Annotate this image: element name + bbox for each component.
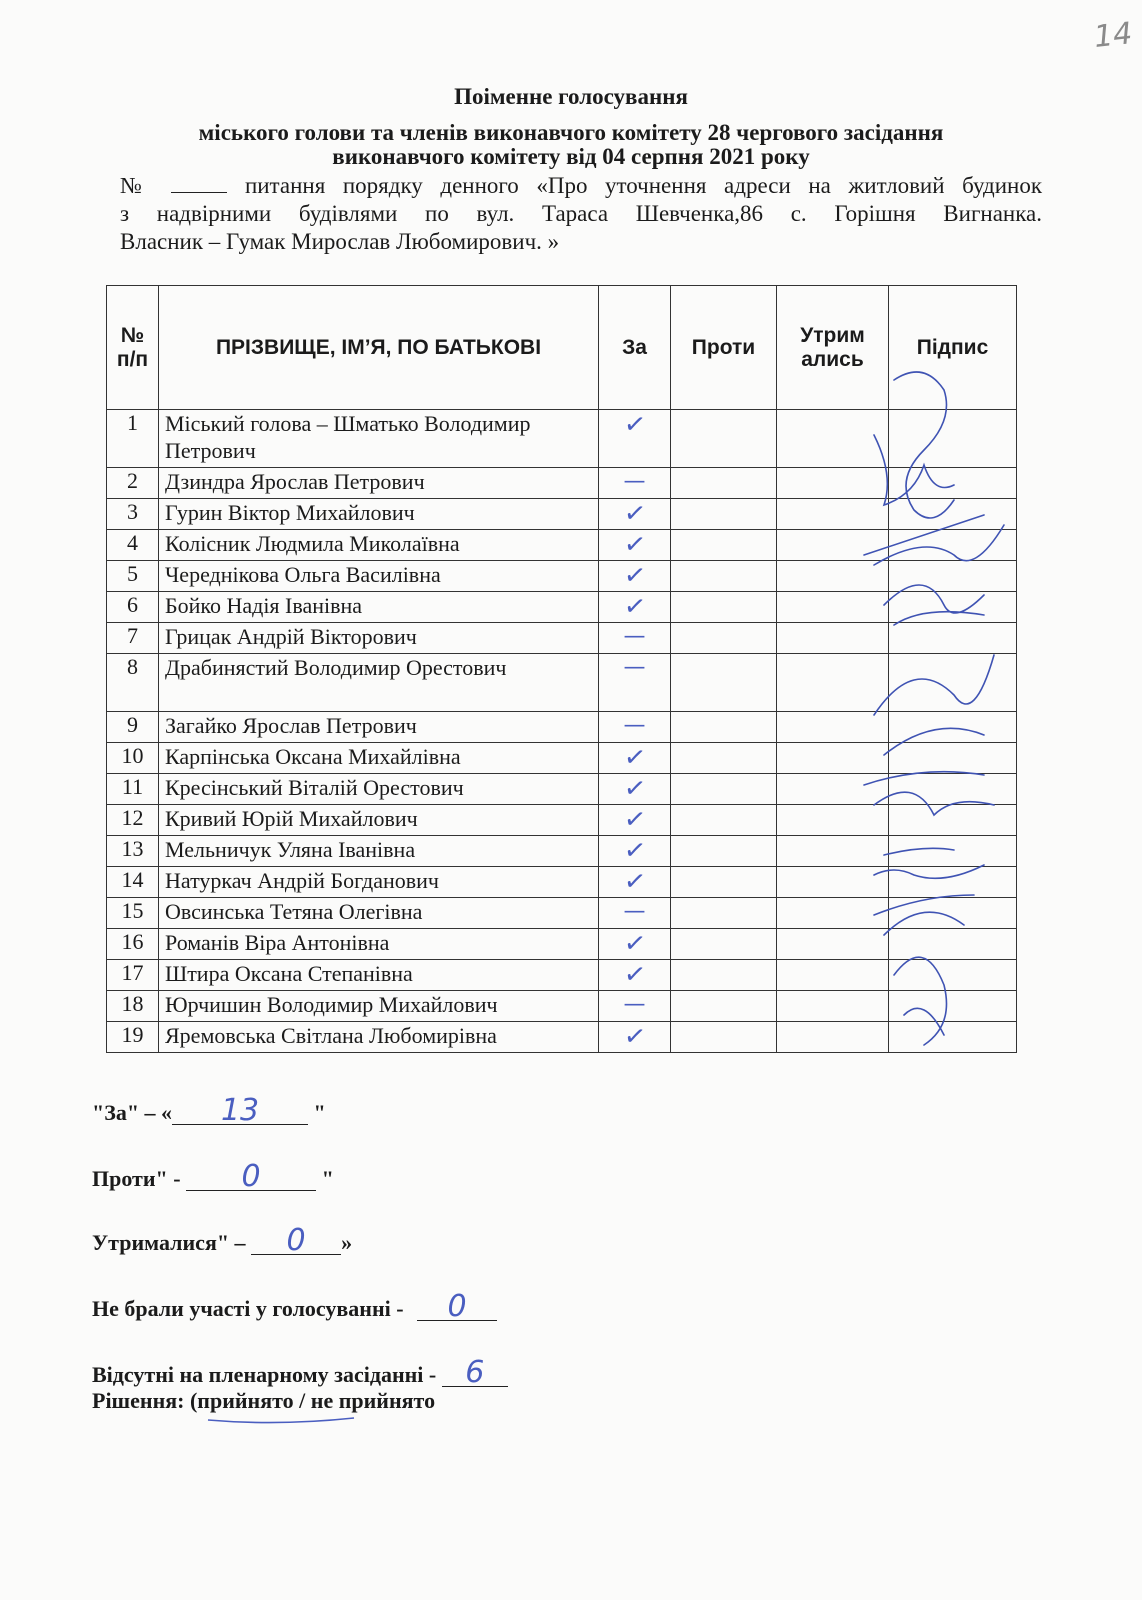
row-signature	[889, 774, 1017, 805]
row-vote-abstained	[777, 774, 889, 805]
row-vote-abstained	[777, 867, 889, 898]
row-vote-against	[671, 960, 777, 991]
row-member-name: Яремовська Світлана Любомирівна	[159, 1022, 599, 1053]
row-number: 13	[107, 836, 159, 867]
summary-against-label: Проти" -	[92, 1166, 187, 1191]
table-row	[107, 805, 1017, 836]
table-row	[107, 774, 1017, 805]
row-vote-against	[671, 774, 777, 805]
summary-for-label: "За" – «	[92, 1100, 173, 1125]
check-mark-icon: ✓	[621, 1020, 648, 1054]
header-signature: Підпис	[889, 286, 1017, 410]
row-vote-abstained	[777, 530, 889, 561]
agenda-line-3: Власник – Гумак Мирослав Любомирович. »	[120, 229, 560, 254]
row-vote-for	[599, 960, 671, 991]
row-vote-abstained	[777, 712, 889, 743]
row-number: 9	[107, 712, 159, 743]
row-signature	[889, 530, 1017, 561]
decision-hand-underline	[206, 1412, 356, 1426]
row-member-name: Мельничук Уляна Іванівна	[159, 836, 599, 867]
row-vote-against	[671, 867, 777, 898]
summary-for	[92, 1093, 326, 1128]
summary-abstained-label: Утрималися" –	[92, 1230, 252, 1255]
row-vote-against	[671, 623, 777, 654]
row-vote-abstained	[777, 929, 889, 960]
row-member-name: Романів Віра Антонівна	[159, 929, 599, 960]
table-row	[107, 991, 1017, 1022]
agenda-number-sign: №	[120, 173, 154, 198]
row-vote-against	[671, 530, 777, 561]
row-signature	[889, 929, 1017, 960]
row-signature	[889, 561, 1017, 592]
summary-for-close: "	[308, 1100, 326, 1125]
row-number: 11	[107, 774, 159, 805]
row-number: 18	[107, 991, 159, 1022]
row-member-name: Міський голова – Шматько Володимир Петрович	[159, 410, 599, 468]
table-row	[107, 836, 1017, 867]
check-mark-icon: ✓	[621, 559, 648, 593]
row-signature	[889, 712, 1017, 743]
row-vote-for	[599, 623, 671, 654]
row-member-name: Юрчишин Володимир Михайлович	[159, 991, 599, 1022]
row-vote-abstained	[777, 991, 889, 1022]
document-subtitle-line2: виконавчого комітету від 04 серпня 2021 року	[332, 144, 810, 169]
row-vote-abstained	[777, 836, 889, 867]
row-member-name: Штира Оксана Степанівна	[159, 960, 599, 991]
check-mark-icon: ✓	[621, 772, 648, 806]
check-mark-icon: ✓	[621, 528, 648, 562]
header-against: Проти	[671, 286, 777, 410]
dash-mark-icon: —	[623, 899, 646, 924]
row-vote-abstained	[777, 805, 889, 836]
row-vote-for	[599, 410, 671, 468]
table-row	[107, 561, 1017, 592]
row-vote-abstained	[777, 623, 889, 654]
row-vote-against	[671, 561, 777, 592]
row-number: 16	[107, 929, 159, 960]
row-vote-abstained	[777, 410, 889, 468]
row-signature	[889, 654, 1017, 712]
table-row	[107, 468, 1017, 499]
table-row	[107, 530, 1017, 561]
dash-mark-icon: —	[623, 655, 646, 680]
summary-abstained	[92, 1223, 353, 1258]
table-row	[107, 1022, 1017, 1053]
row-vote-for	[599, 1022, 671, 1053]
table-row	[107, 898, 1017, 929]
row-number: 1	[107, 410, 159, 468]
row-vote-against	[671, 898, 777, 929]
row-vote-for	[599, 991, 671, 1022]
row-signature	[889, 991, 1017, 1022]
row-signature	[889, 898, 1017, 929]
row-vote-for	[599, 774, 671, 805]
row-vote-for	[599, 499, 671, 530]
row-vote-for	[599, 561, 671, 592]
row-vote-for	[599, 592, 671, 623]
agenda-line-1	[120, 172, 1042, 200]
roll-call-table	[106, 285, 1017, 1053]
row-signature	[889, 1022, 1017, 1053]
row-member-name: Натуркач Андрій Богданович	[159, 867, 599, 898]
document-title: Поіменне голосування	[454, 84, 688, 109]
row-member-name: Драбинястий Володимир Орестович	[159, 654, 599, 712]
row-signature	[889, 867, 1017, 898]
row-vote-against	[671, 712, 777, 743]
row-number: 10	[107, 743, 159, 774]
agenda-item-text	[120, 172, 1042, 256]
table-row	[107, 743, 1017, 774]
row-vote-for	[599, 836, 671, 867]
check-mark-icon: ✓	[621, 865, 648, 899]
header-for: За	[599, 286, 671, 410]
row-vote-against	[671, 654, 777, 712]
check-mark-icon: ✓	[621, 590, 648, 624]
check-mark-icon: ✓	[621, 408, 648, 442]
row-vote-against	[671, 929, 777, 960]
summary-against-close: "	[316, 1166, 334, 1191]
row-member-name: Кривий Юрій Михайлович	[159, 805, 599, 836]
row-number: 7	[107, 623, 159, 654]
summary-not-voted-value: 0	[417, 1294, 497, 1321]
summary-for-value: 13	[172, 1098, 308, 1125]
row-signature	[889, 410, 1017, 468]
row-signature	[889, 805, 1017, 836]
dash-mark-icon: —	[623, 469, 646, 494]
check-mark-icon: ✓	[621, 958, 648, 992]
row-vote-abstained	[777, 960, 889, 991]
table-row	[107, 592, 1017, 623]
document-subtitle-line1: міського голови та членів виконавчого комітету 28 чергового засідання	[198, 120, 944, 145]
check-mark-icon: ✓	[621, 741, 648, 775]
row-vote-abstained	[777, 743, 889, 774]
row-vote-for	[599, 743, 671, 774]
row-number: 2	[107, 468, 159, 499]
row-member-name: Грицак Андрій Вікторович	[159, 623, 599, 654]
summary-abstained-close: »	[341, 1230, 353, 1255]
summary-against	[92, 1159, 334, 1194]
row-member-name: Колісник Людмила Миколаївна	[159, 530, 599, 561]
header-name: ПРІЗВИЩЕ, ІМ’Я, ПО БАТЬКОВІ	[159, 286, 599, 410]
row-number: 19	[107, 1022, 159, 1053]
row-number: 3	[107, 499, 159, 530]
summary-against-value: 0	[186, 1164, 316, 1191]
row-number: 14	[107, 867, 159, 898]
row-vote-for	[599, 530, 671, 561]
row-number: 12	[107, 805, 159, 836]
row-signature	[889, 468, 1017, 499]
row-member-name: Череднікова Ольга Василівна	[159, 561, 599, 592]
table-row	[107, 654, 1017, 712]
row-signature	[889, 743, 1017, 774]
row-member-name: Бойко Надія Іванівна	[159, 592, 599, 623]
row-vote-against	[671, 592, 777, 623]
row-vote-against	[671, 499, 777, 530]
agenda-number-blank	[171, 174, 227, 193]
row-vote-against	[671, 805, 777, 836]
check-mark-icon: ✓	[621, 803, 648, 837]
dash-mark-icon: —	[623, 992, 646, 1017]
row-vote-for	[599, 929, 671, 960]
table-row	[107, 410, 1017, 468]
row-signature	[889, 592, 1017, 623]
table-row	[107, 623, 1017, 654]
dash-mark-icon: —	[623, 624, 646, 649]
row-vote-against	[671, 743, 777, 774]
row-vote-for	[599, 654, 671, 712]
row-signature	[889, 836, 1017, 867]
row-number: 15	[107, 898, 159, 929]
table-row	[107, 499, 1017, 530]
row-member-name: Кресінський Віталій Орестович	[159, 774, 599, 805]
table-row	[107, 960, 1017, 991]
agenda-line-2: з надвірними будівлями по вул. Тараса Шевченка,86 с. Горішня Вигнанка.	[120, 201, 1042, 226]
summary-abstained-value: 0	[251, 1228, 341, 1255]
summary-absent-value: 6	[442, 1360, 508, 1387]
check-mark-icon: ✓	[621, 834, 648, 868]
check-mark-icon: ✓	[621, 927, 648, 961]
row-member-name: Овсинська Тетяна Олегівна	[159, 898, 599, 929]
row-number: 8	[107, 654, 159, 712]
row-vote-for	[599, 867, 671, 898]
agenda-line1-text: питання порядку денного «Про уточнення адреси на житловий будинок	[244, 173, 1042, 198]
row-signature	[889, 960, 1017, 991]
row-member-name: Карпінська Оксана Михайлівна	[159, 743, 599, 774]
row-signature	[889, 499, 1017, 530]
table-row	[107, 867, 1017, 898]
table-row	[107, 929, 1017, 960]
row-vote-for	[599, 805, 671, 836]
page-number: 14	[1092, 16, 1134, 55]
row-vote-abstained	[777, 499, 889, 530]
row-number: 5	[107, 561, 159, 592]
row-vote-abstained	[777, 1022, 889, 1053]
summary-not-voted-label: Не брали участі у голосуванні -	[92, 1296, 410, 1321]
row-number: 4	[107, 530, 159, 561]
row-member-name: Гурин Віктор Михайлович	[159, 499, 599, 530]
dash-mark-icon: —	[623, 713, 646, 738]
row-vote-for	[599, 712, 671, 743]
row-vote-abstained	[777, 898, 889, 929]
row-vote-against	[671, 410, 777, 468]
row-vote-for	[599, 468, 671, 499]
header-num: № п/п	[107, 286, 159, 410]
row-number: 17	[107, 960, 159, 991]
row-vote-against	[671, 991, 777, 1022]
summary-absent	[92, 1355, 508, 1390]
summary-not-voted	[92, 1289, 497, 1324]
row-vote-abstained	[777, 468, 889, 499]
table-row	[107, 712, 1017, 743]
summary-decision: Рішення: (прийнято / не прийнято	[92, 1388, 436, 1413]
row-signature	[889, 623, 1017, 654]
check-mark-icon: ✓	[621, 497, 648, 531]
summary-absent-label: Відсутні на пленарному засіданні -	[92, 1362, 442, 1387]
row-vote-abstained	[777, 654, 889, 712]
row-vote-abstained	[777, 561, 889, 592]
row-member-name: Дзиндра Ярослав Петрович	[159, 468, 599, 499]
row-member-name: Загайко Ярослав Петрович	[159, 712, 599, 743]
row-vote-abstained	[777, 592, 889, 623]
row-vote-for	[599, 898, 671, 929]
row-number: 6	[107, 592, 159, 623]
header-abstained: Утрим ались	[777, 286, 889, 410]
row-vote-against	[671, 1022, 777, 1053]
row-vote-against	[671, 836, 777, 867]
row-vote-against	[671, 468, 777, 499]
